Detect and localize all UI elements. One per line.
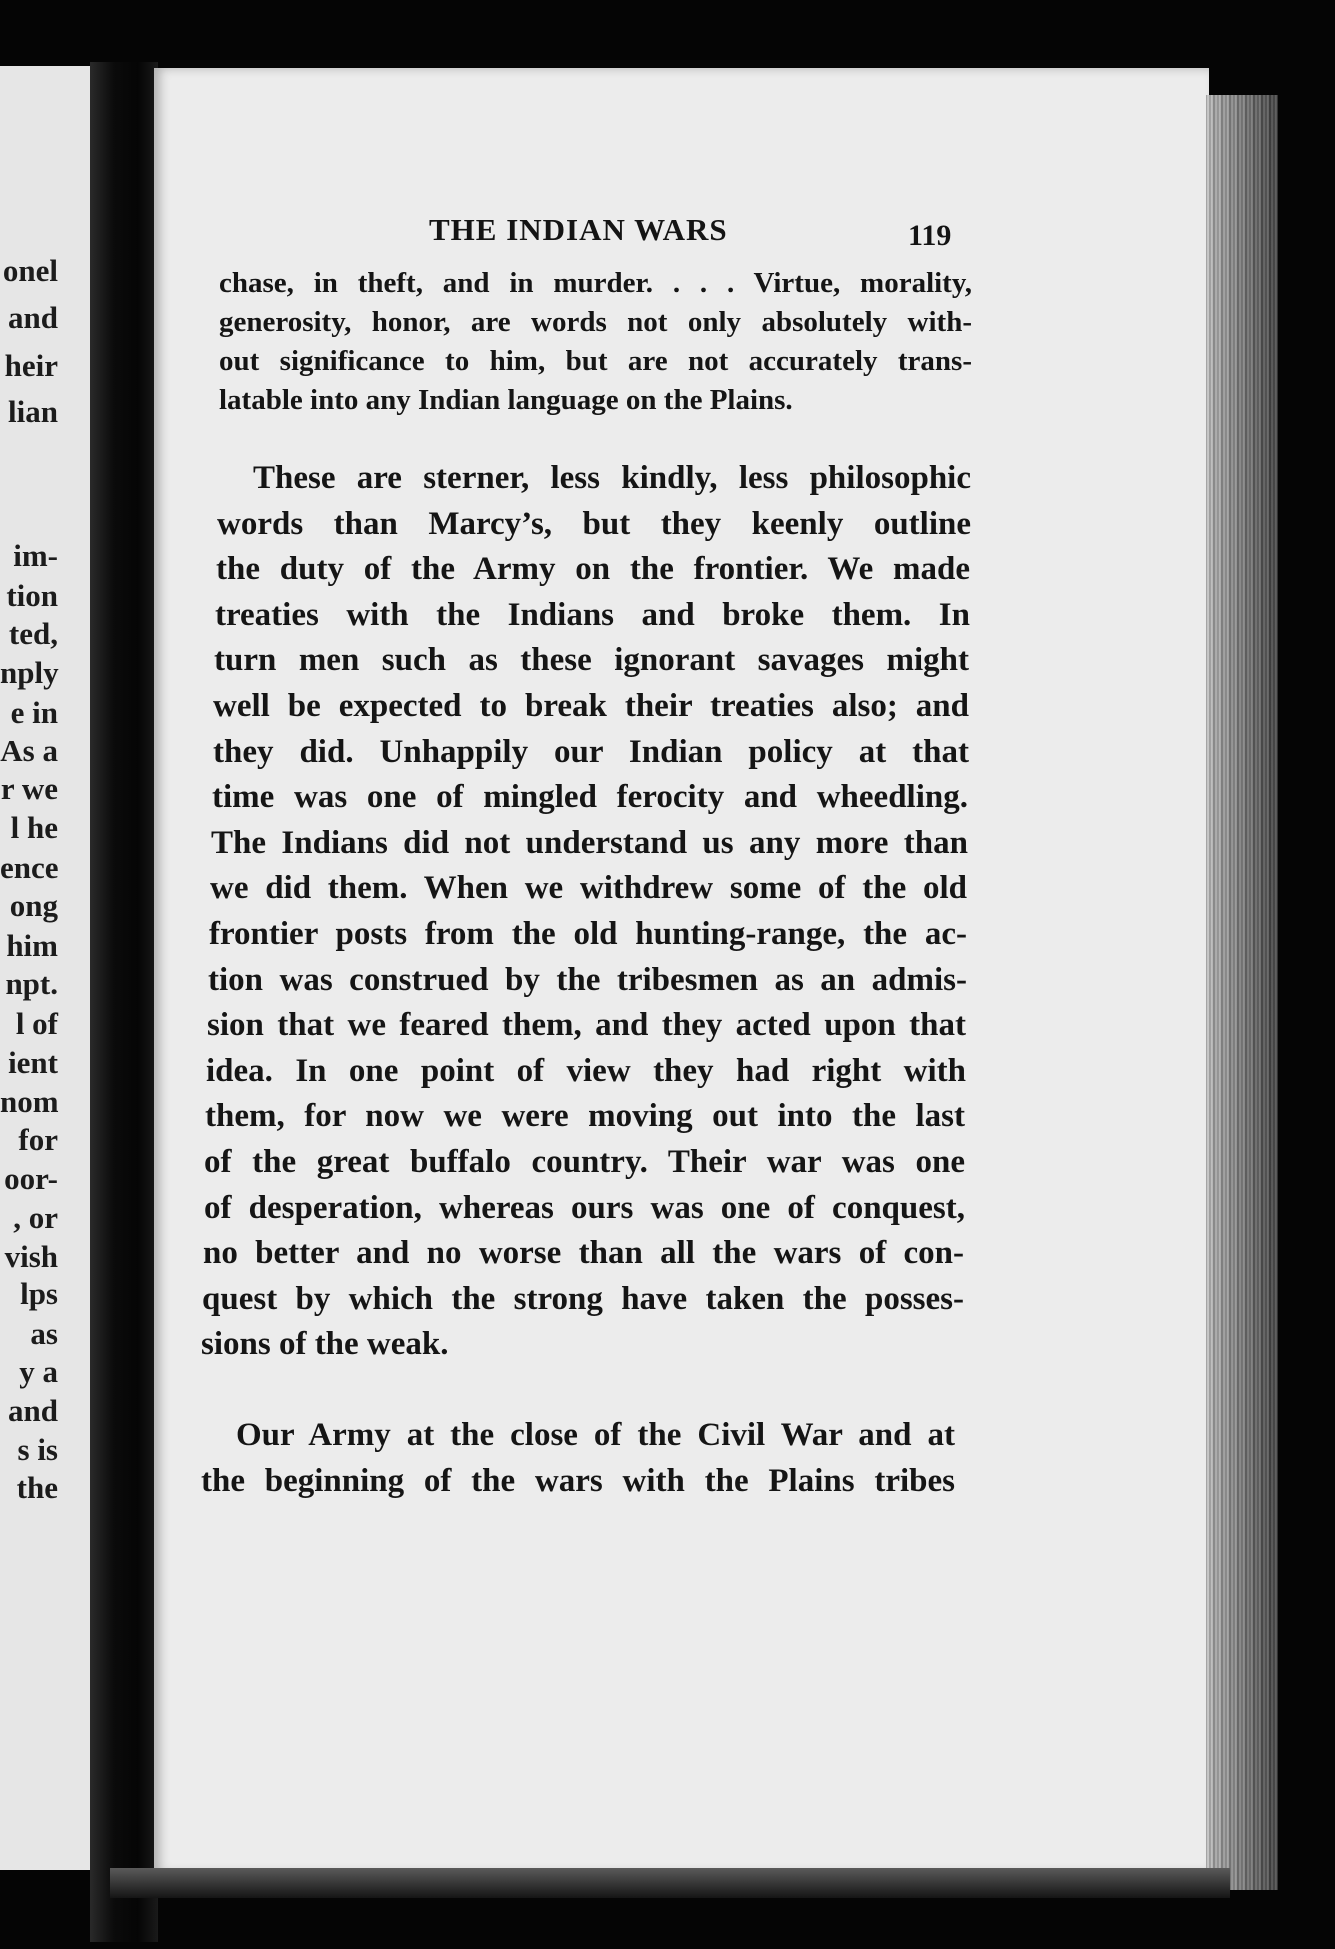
paragraph-line: we did them. When we withdrew some of the old <box>210 870 967 907</box>
paragraph-line: they did. Unhappily our Indian policy at that <box>213 733 969 770</box>
previous-page-line: nply <box>0 655 59 690</box>
paragraph-line: the beginning of the wars with the Plains tribes <box>201 1463 955 1499</box>
previous-page-line: im- <box>13 538 58 573</box>
previous-page-line: l he <box>10 810 58 845</box>
previous-page-line: ted, <box>8 616 58 651</box>
previous-page-line: y a <box>19 1354 58 1389</box>
previous-page-line: r we <box>0 771 58 806</box>
previous-page-line: s is <box>17 1432 58 1467</box>
paragraph-line: sion that we feared them, and they acted upon that <box>207 1007 966 1044</box>
previous-page-line: , or <box>13 1200 58 1235</box>
previous-page-line: heir <box>4 348 58 383</box>
paragraph-line: Our Army at the close of the Civil War and at <box>236 1417 955 1453</box>
paragraph-line: well be expected to break their treaties also; and <box>213 688 969 724</box>
previous-page-line: lps <box>20 1276 58 1311</box>
quote-line: latable into any Indian language on the Plains. <box>219 384 793 416</box>
previous-page-line: and <box>8 1393 58 1428</box>
paragraph-line: treaties with the Indians and broke them. In <box>215 596 970 633</box>
paragraph-line: no better and no worse than all the wars of con- <box>203 1235 964 1272</box>
page-number: 119 <box>908 219 952 252</box>
paragraph-line: the duty of the Army on the frontier. We made <box>216 551 970 588</box>
previous-page-line: him <box>6 928 58 963</box>
paragraph-line: frontier posts from the old hunting-range, the ac- <box>209 916 967 952</box>
quote-line: generosity, honor, are words not only absolutely with- <box>219 306 972 338</box>
previous-page-line: l of <box>15 1006 58 1041</box>
bottom-page-edge <box>110 1868 1230 1898</box>
quote-line: out significance to him, but are not accurately trans- <box>219 345 972 377</box>
previous-page-line: onel <box>2 253 58 288</box>
paragraph-line: them, for now we were moving out into the last <box>205 1098 965 1135</box>
previous-page-line: ong <box>9 888 58 923</box>
paragraph-line: The Indians did not understand us any more than <box>211 824 968 861</box>
previous-page-line: lian <box>8 394 58 429</box>
previous-page-line: vish <box>4 1239 58 1274</box>
paragraph-line: These are sterner, less kindly, less philosophic <box>253 460 971 496</box>
paragraph-line: turn men such as these ignorant savages might <box>214 642 969 679</box>
previous-page-line: e in <box>10 695 58 730</box>
paragraph-line: quest by which the strong have taken the posses- <box>202 1280 964 1317</box>
paragraph-line: of the great buffalo country. Their war was one <box>204 1144 965 1180</box>
paragraph-line: of desperation, whereas ours was one of conquest, <box>204 1189 965 1226</box>
previous-page-line: for <box>18 1122 58 1157</box>
previous-page-line: the <box>16 1470 58 1505</box>
page-edges-shade <box>1206 95 1278 1890</box>
paragraph-line: idea. In one point of view they had right with <box>206 1052 966 1089</box>
paragraph-line: tion was construed by the tribesmen as an admis- <box>208 961 967 998</box>
book-gutter <box>90 62 158 1942</box>
previous-page-line: nom <box>0 1084 59 1119</box>
paragraph-line: time was one of mingled ferocity and wheedling. <box>212 779 968 816</box>
previous-page-line: as <box>30 1316 58 1351</box>
previous-page-line: oor- <box>4 1161 58 1196</box>
previous-page-line: tion <box>6 578 58 613</box>
previous-page-line: npt. <box>5 966 58 1001</box>
previous-page-line: and <box>8 300 58 335</box>
paragraph-line: words than Marcy’s, but they keenly outline <box>217 505 971 542</box>
previous-page-line: As a <box>0 733 58 768</box>
quote-line: chase, in theft, and in murder. . . . Virtue, morality, <box>219 267 972 299</box>
running-title: THE INDIAN WARS <box>429 212 728 247</box>
previous-page-line: ient <box>8 1045 58 1080</box>
previous-page-line: ence <box>0 850 59 885</box>
paragraph-line: sions of the weak. <box>201 1326 449 1363</box>
